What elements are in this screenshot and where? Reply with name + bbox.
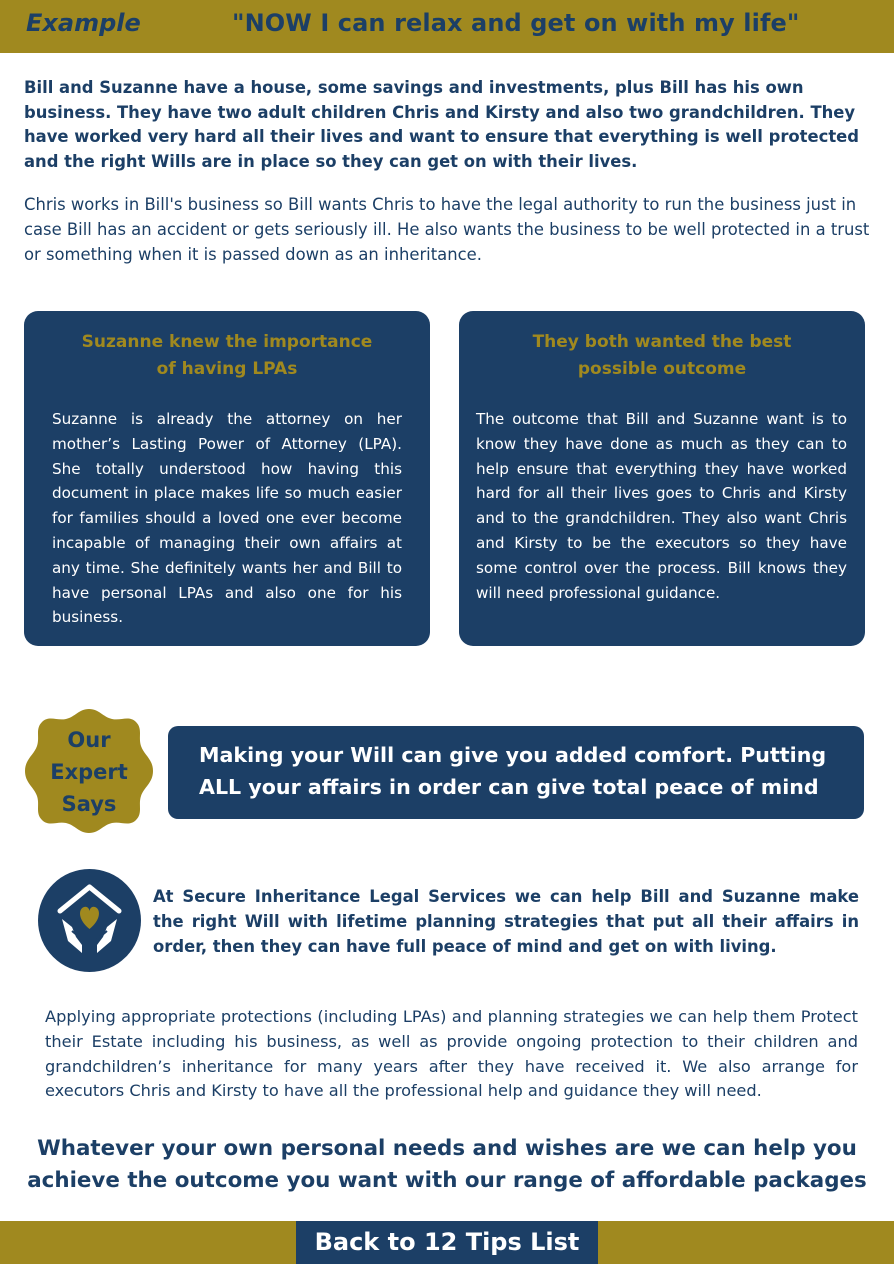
lpa-card-body: Suzanne is already the attorney on her mother’s Lasting Power of Attorney (LPA). She totally understood how having this document in place makes life so much easier for families should a loved one ever become incapable of managing their own affairs at any time. She definitely wants her and Bill to have personal LPAs and also one for his business.	[52, 410, 402, 627]
outcome-card-title-line2: possible outcome	[577, 359, 747, 379]
intro-bold-paragraph: Bill and Suzanne have a house, some savings and investments, plus Bill has his own business. They have two adult children Chris and Kirsty and also two grandchildren. They have worked very hard all their lives and want to ensure that everything is well protected and the right Wills are in place so they can get on with their lives.	[24, 78, 860, 171]
expert-quote: Making your Will can give you added comfort. Putting ALL your affairs in order can give total peace of mind	[199, 743, 827, 799]
outcome-card-title-line1: They both wanted the best	[532, 332, 792, 352]
lpa-card	[24, 311, 430, 646]
expert-badge-text	[23, 724, 155, 820]
page-headline: "NOW I can relax and get on with my life"	[232, 9, 800, 37]
help-statement: At Secure Inheritance Legal Services we can help Bill and Suzanne make the right Will with lifetime planning strategies that put all their affairs in order, then they can have full peace of mind and get on with living.	[153, 887, 859, 956]
back-to-tips-button[interactable]: Back to 12 Tips List	[296, 1221, 598, 1264]
outcome-card	[459, 311, 865, 646]
protection-paragraph: Applying appropriate protections (including LPAs) and planning strategies we can help them Protect their Estate including his business, as well as provide ongoing protection to their children and grandchildren’s inheritance for many years after they have received it. We also arrange for executors Chris and Kirsty to have all the professional help and guidance they will need.	[45, 1007, 858, 1101]
expert-badge-line1: Our	[67, 728, 111, 752]
lpa-card-title	[24, 329, 430, 383]
outcome-card-body: The outcome that Bill and Suzanne want is to know they have done as much as they can to help ensure that everything they have worked hard for all their lives goes to Chris and Kirsty and to the grandchildren. They also want Chris and Kirsty to be the executors so they have some control over the process. Bill knows they will need professional guidance.	[476, 410, 847, 602]
closing-line1: Whatever your own personal needs and wishes are we can help you	[37, 1136, 857, 1161]
closing-line2: achieve the outcome you want with our range of affordable packages	[27, 1168, 867, 1193]
house-heart-hands-icon	[38, 869, 141, 972]
lpa-card-title-line1: Suzanne knew the importance	[81, 332, 373, 352]
lpa-card-title-line2: of having LPAs	[156, 359, 298, 379]
expert-says-badge	[23, 707, 155, 835]
expert-badge-line2: Expert	[50, 760, 128, 784]
expert-badge-line3: Says	[61, 792, 117, 816]
closing-statement	[0, 1133, 894, 1197]
expert-quote-box	[168, 726, 864, 819]
outcome-card-title	[459, 329, 865, 383]
intro-paragraph: Chris works in Bill's business so Bill wants Chris to have the legal authority to run the business just in case Bill has an accident or gets seriously ill. He also wants the business to be well protected in a trust or something when it is passed down as an inheritance.	[24, 195, 870, 264]
example-label: Example	[26, 9, 141, 37]
